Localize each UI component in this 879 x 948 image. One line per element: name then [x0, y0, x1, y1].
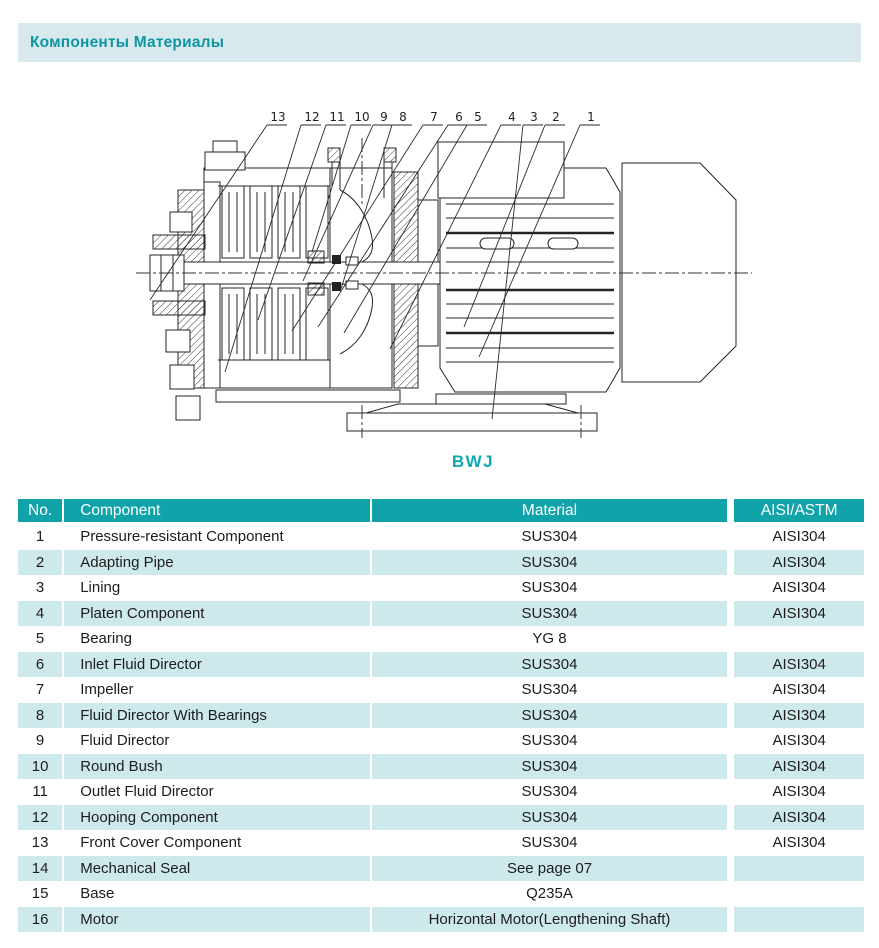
cell-no: 15 — [18, 881, 64, 907]
cell-aisi: AISI304 — [734, 677, 864, 703]
cell-material: SUS304 — [372, 728, 728, 754]
table-header-row — [18, 499, 864, 524]
callout-9: 9 — [380, 110, 388, 124]
column-gap — [727, 881, 734, 907]
cell-component: Hooping Component — [64, 805, 371, 831]
cell-component: Fluid Director — [64, 728, 371, 754]
column-gap — [727, 652, 734, 678]
cell-no: 7 — [18, 677, 64, 703]
table-row — [18, 754, 864, 780]
col-header-aisi: AISI/ASTM — [734, 499, 864, 524]
cell-no: 11 — [18, 779, 64, 805]
cell-component: Motor — [64, 907, 371, 933]
materials-table — [18, 499, 864, 932]
column-gap — [727, 805, 734, 831]
table-row — [18, 728, 864, 754]
cell-aisi: AISI304 — [734, 575, 864, 601]
cell-material: Q235A — [372, 881, 728, 907]
column-gap — [727, 601, 734, 627]
cell-component: Bearing — [64, 626, 371, 652]
callout-7: 7 — [430, 110, 438, 124]
col-header-material: Material — [372, 499, 728, 524]
callout-10: 10 — [354, 110, 370, 124]
cell-no: 4 — [18, 601, 64, 627]
callout-2: 2 — [552, 110, 560, 124]
table-row — [18, 524, 864, 550]
table-row — [18, 703, 864, 729]
cell-component: Lining — [64, 575, 371, 601]
table-row — [18, 575, 864, 601]
cell-aisi: AISI304 — [734, 754, 864, 780]
cell-aisi: AISI304 — [734, 805, 864, 831]
callout-3: 3 — [530, 110, 538, 124]
cell-aisi: AISI304 — [734, 601, 864, 627]
column-gap — [727, 499, 734, 524]
callout-11: 11 — [329, 110, 345, 124]
cell-material: SUS304 — [372, 575, 728, 601]
cell-material: SUS304 — [372, 703, 728, 729]
cell-material: See page 07 — [372, 856, 728, 882]
callout-numbers — [270, 110, 594, 124]
cell-material: SUS304 — [372, 524, 728, 550]
callout-4: 4 — [508, 110, 516, 124]
cell-no: 16 — [18, 907, 64, 933]
cell-material: SUS304 — [372, 601, 728, 627]
cell-component: Mechanical Seal — [64, 856, 371, 882]
cell-aisi — [734, 626, 864, 652]
cell-no: 6 — [18, 652, 64, 678]
cell-material: SUS304 — [372, 550, 728, 576]
cell-material: SUS304 — [372, 652, 728, 678]
cell-no: 3 — [18, 575, 64, 601]
base — [216, 390, 597, 438]
column-gap — [727, 754, 734, 780]
column-gap — [727, 626, 734, 652]
cell-aisi — [734, 907, 864, 933]
table-row — [18, 830, 864, 856]
callout-1: 1 — [587, 110, 595, 124]
cell-no: 14 — [18, 856, 64, 882]
callout-8: 8 — [399, 110, 407, 124]
cell-material: SUS304 — [372, 805, 728, 831]
section-header — [18, 23, 861, 62]
table-row — [18, 805, 864, 831]
cell-aisi: AISI304 — [734, 652, 864, 678]
terminal-box — [438, 142, 564, 198]
cell-no: 8 — [18, 703, 64, 729]
cell-material: SUS304 — [372, 754, 728, 780]
table-row — [18, 601, 864, 627]
table-row — [18, 550, 864, 576]
cell-material: SUS304 — [372, 677, 728, 703]
cell-component: Inlet Fluid Director — [64, 652, 371, 678]
table-row — [18, 626, 864, 652]
pump-cross-section-diagram — [0, 95, 879, 480]
cell-component: Pressure-resistant Component — [64, 524, 371, 550]
table-row — [18, 881, 864, 907]
cell-no: 10 — [18, 754, 64, 780]
cell-component: Impeller — [64, 677, 371, 703]
col-header-component: Component — [64, 499, 371, 524]
cell-no: 1 — [18, 524, 64, 550]
model-label: BWJ — [451, 452, 495, 471]
cell-material: YG 8 — [372, 626, 728, 652]
cell-component: Platen Component — [64, 601, 371, 627]
table-row — [18, 856, 864, 882]
cell-component: Fluid Director With Bearings — [64, 703, 371, 729]
column-gap — [727, 856, 734, 882]
column-gap — [727, 677, 734, 703]
cell-aisi: AISI304 — [734, 779, 864, 805]
cell-aisi: AISI304 — [734, 728, 864, 754]
callout-13: 13 — [270, 110, 286, 124]
cell-no: 12 — [18, 805, 64, 831]
cell-component: Outlet Fluid Director — [64, 779, 371, 805]
table-row — [18, 677, 864, 703]
cell-material: SUS304 — [372, 779, 728, 805]
callout-5: 5 — [474, 110, 482, 124]
column-gap — [727, 907, 734, 933]
cell-no: 13 — [18, 830, 64, 856]
column-gap — [727, 779, 734, 805]
cell-no: 5 — [18, 626, 64, 652]
cell-aisi: AISI304 — [734, 703, 864, 729]
column-gap — [727, 703, 734, 729]
callout-12: 12 — [304, 110, 320, 124]
col-header-no: No. — [18, 499, 64, 524]
cell-component: Adapting Pipe — [64, 550, 371, 576]
cell-aisi — [734, 881, 864, 907]
cell-component: Round Bush — [64, 754, 371, 780]
column-gap — [727, 575, 734, 601]
column-gap — [727, 830, 734, 856]
cell-aisi: AISI304 — [734, 524, 864, 550]
cell-no: 2 — [18, 550, 64, 576]
column-gap — [727, 524, 734, 550]
cell-material: Horizontal Motor(Lengthening Shaft) — [372, 907, 728, 933]
callout-6: 6 — [455, 110, 463, 124]
cell-aisi: AISI304 — [734, 830, 864, 856]
cell-component: Base — [64, 881, 371, 907]
cell-no: 9 — [18, 728, 64, 754]
table-row — [18, 779, 864, 805]
column-gap — [727, 728, 734, 754]
cell-material: SUS304 — [372, 830, 728, 856]
table-row — [18, 907, 864, 933]
column-gap — [727, 550, 734, 576]
cell-aisi — [734, 856, 864, 882]
motor — [438, 142, 736, 392]
cell-component: Front Cover Component — [64, 830, 371, 856]
section-title: Компоненты Материалы — [30, 33, 225, 51]
cell-aisi: AISI304 — [734, 550, 864, 576]
table-row — [18, 652, 864, 678]
